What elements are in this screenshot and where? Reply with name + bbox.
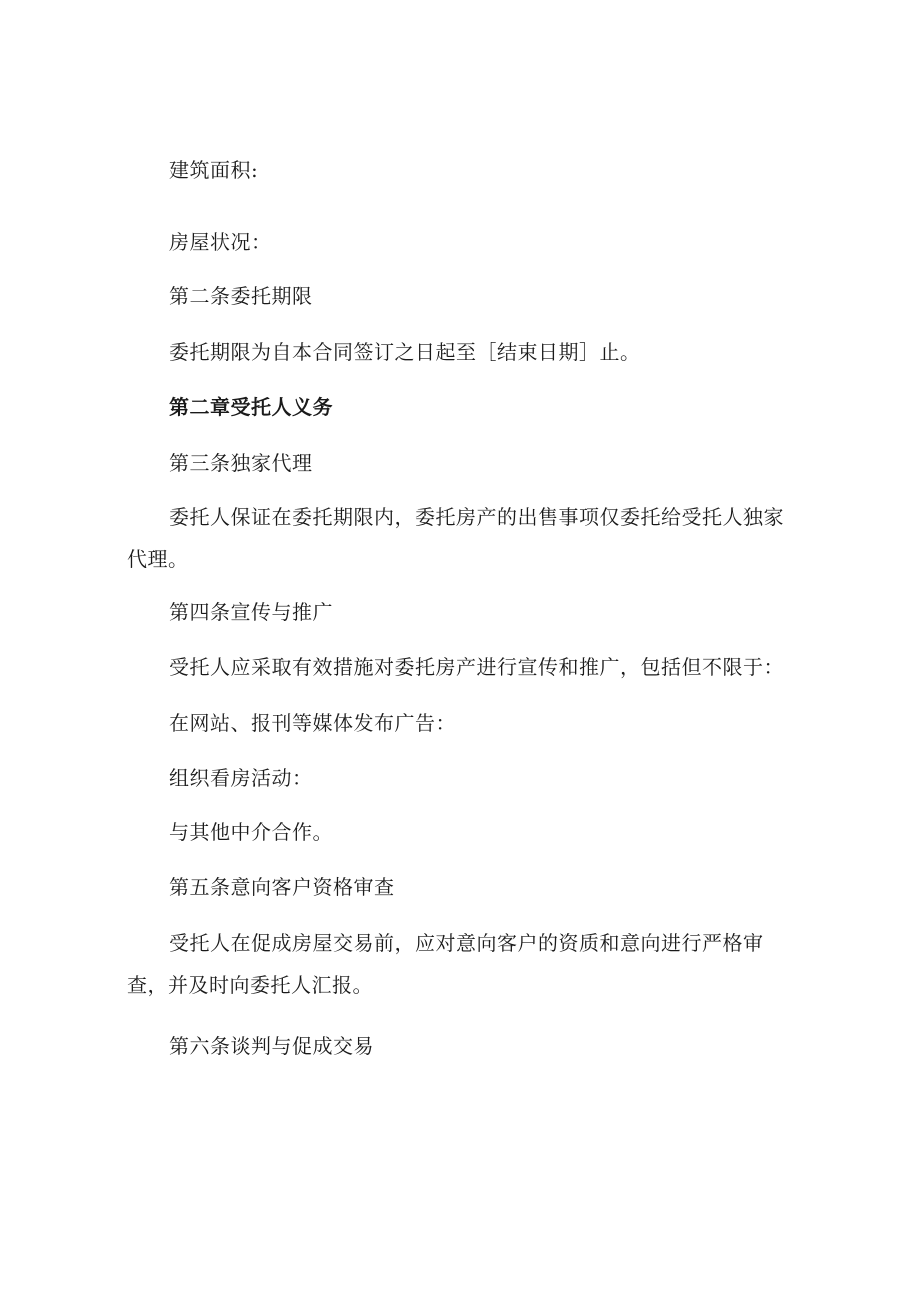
chapter-2-heading: 第二章受托人义务 bbox=[169, 395, 333, 419]
paragraph-entrust-period: 委托期限为自本合同签订之日起至［结束日期］止。 bbox=[169, 340, 641, 364]
list-item-advertising: 在网站、报刊等媒体发布广告： bbox=[169, 711, 456, 735]
paragraph-exclusive-agency: 委托人保证在委托期限内，委托房产的出售事项仅委托给受托人独家代理。 bbox=[127, 505, 784, 571]
article-3-heading: 第三条独家代理 bbox=[169, 451, 313, 475]
article-4-heading: 第四条宣传与推广 bbox=[169, 600, 333, 624]
list-item-cooperation: 与其他中介合作。 bbox=[169, 820, 333, 844]
paragraph-building-area: 建筑面积: bbox=[169, 158, 259, 182]
paragraph-house-condition: 房屋状况： bbox=[169, 230, 272, 254]
list-item-viewing: 组织看房活动： bbox=[169, 766, 313, 790]
article-6-heading: 第六条谈判与促成交易 bbox=[169, 1034, 374, 1058]
article-2-heading: 第二条委托期限 bbox=[169, 284, 313, 308]
paragraph-promotion: 受托人应采取有效措施对委托房产进行宣传和推广，包括但不限于： bbox=[169, 655, 784, 679]
paragraph-qualification-review: 受托人在促成房屋交易前，应对意向客户的资质和意向进行严格审查，并及时向委托人汇报。 bbox=[127, 931, 764, 997]
article-5-heading: 第五条意向客户资格审查 bbox=[169, 875, 395, 899]
